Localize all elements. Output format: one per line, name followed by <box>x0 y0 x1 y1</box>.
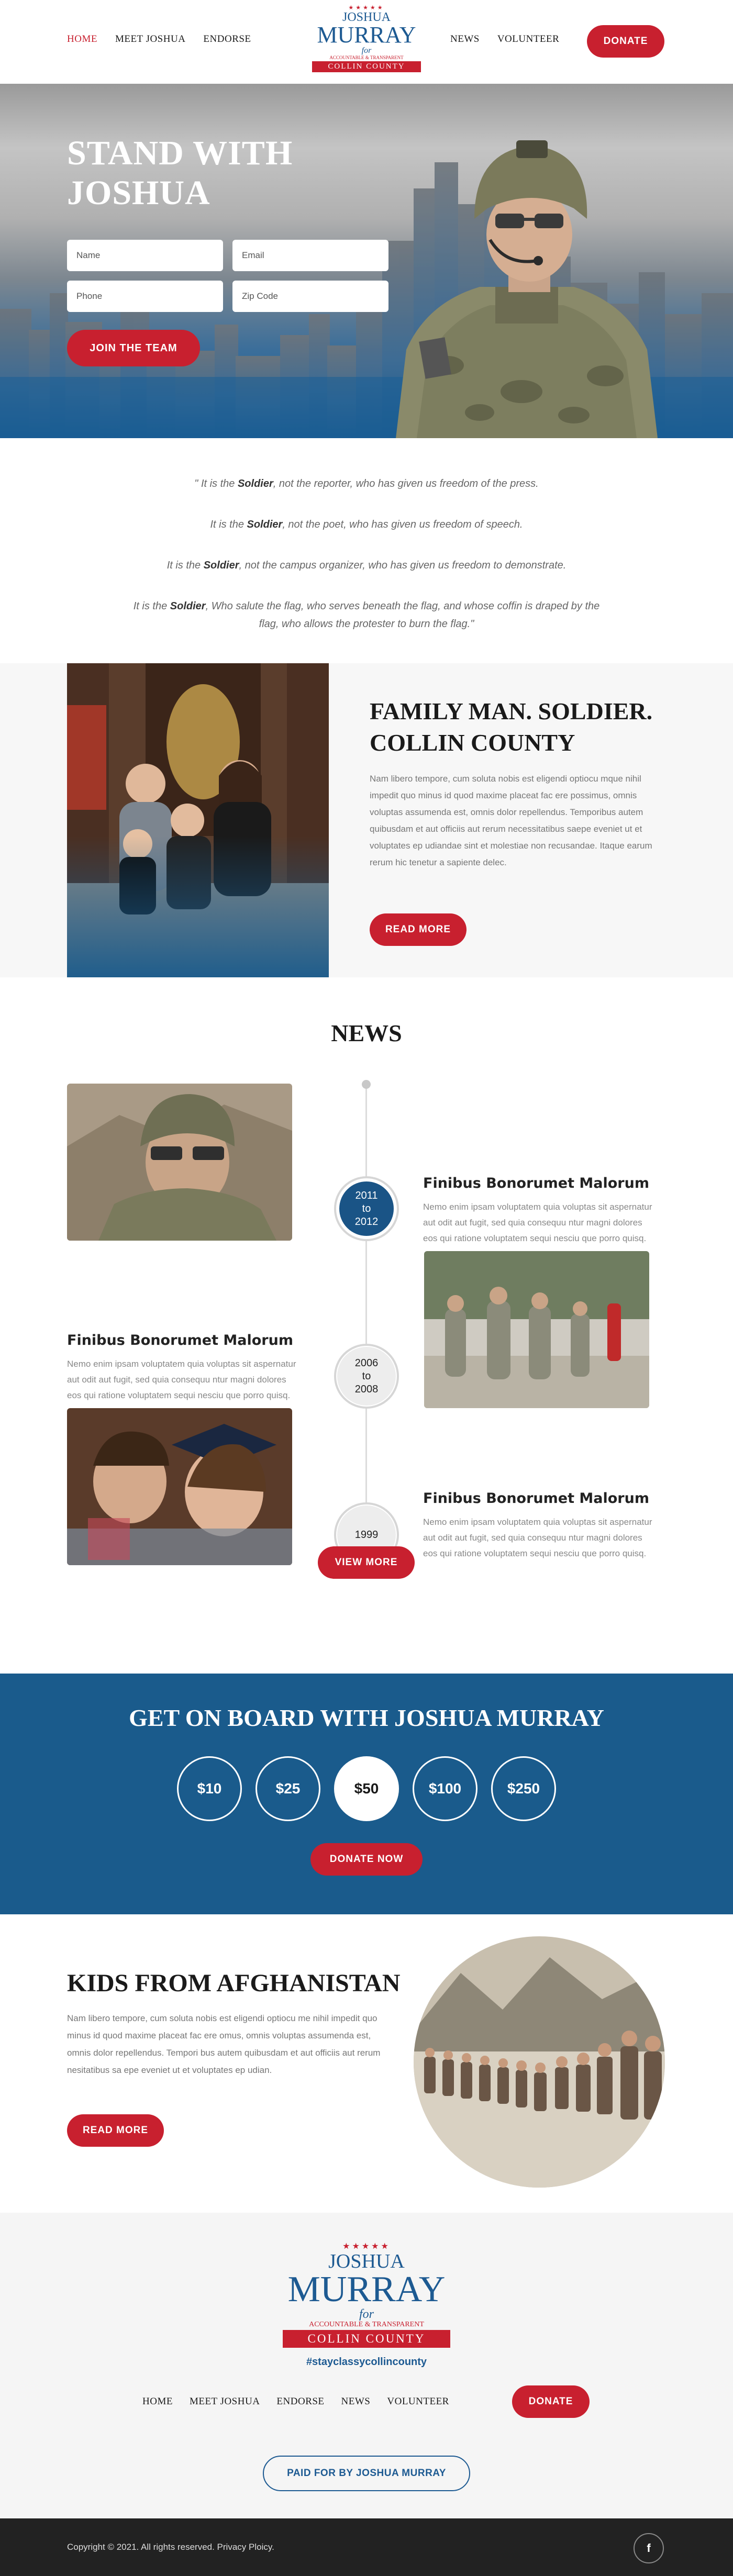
view-more-news-button[interactable]: VIEW MORE <box>318 1546 415 1579</box>
logo-stars: ★★★★★ <box>348 5 385 11</box>
footer-nav-endorse-link[interactable]: ENDORSE <box>276 2396 325 2407</box>
footer-nav <box>142 2396 449 2407</box>
footer-donate-button[interactable]: DONATE <box>512 2385 590 2418</box>
footer-logo-for: for <box>359 2307 374 2321</box>
news-item-3-text: Nemo enim ipsam voluptatem quia voluptas sit aspernatur aut odit aut fugit, sed quia consequu ntur magni dolores eos qui ratione voluptatem sequi nesciu que porro quisq. <box>423 1517 652 1558</box>
footer-logo-last-name: MURRAY <box>287 2269 446 2310</box>
footer-logo-stars: ★★★★★ <box>342 2242 391 2251</box>
kids-description: Nam libero tempore, cum soluta nobis est eligendi optiocu me nihil impedit quo minus id quod maxime placeat fac ere omus, omnis voluptas assumenda est, omnis dolor repellendus. Tempori bus autem quibusdam et aut officiis aut rerum nesitatibus sa epe eveniet ut et voluptates ep udian. <box>67 2013 381 2075</box>
family-description: Nam libero tempore, cum soluta nobis est eligendi optiocu mque nihil impedit quo minus id quod maxime placeat fac ere possimus, omnis voluptas assumenda est, omnis dolor repellendus. Temporibus autem quibusdam et aut officiis aut rerum necessitatibus saepe eveniet ut et voluptates ep udiandae sint et molestiae non recusandae. Itaque earum rerum hic tenetur a sapiente delec. <box>370 774 652 867</box>
footer-nav-news-link[interactable]: NEWS <box>341 2396 371 2407</box>
news-item-2-heading[interactable]: Finibus Bonorumet Malorum <box>67 1332 293 1348</box>
footer-logo-tagline: ACCOUNTABLE & TRANSPARENT <box>309 2321 424 2328</box>
news-section <box>0 977 733 1674</box>
paid-for-by-badge: PAID FOR BY JOSHUA MURRAY <box>263 2456 470 2491</box>
kids-title: KIDS FROM AFGHANISTAN <box>67 1969 401 1997</box>
quote-line-4: It is the Soldier, Who salute the flag, who serves beneath the flag, and whose coffin is draped by the flag, who allows the protester to burn the flag." <box>133 600 600 630</box>
phone-input[interactable] <box>67 281 223 312</box>
amount-25-button[interactable]: $25 <box>256 1756 320 1821</box>
news-item-2-text: Nemo enim ipsam voluptatem quia voluptas sit aspernatur aut odit aut fugit, sed quia consequu ntur magni dolores eos qui ratione voluptatem sequi nesciu que porro quisq. <box>67 1359 296 1400</box>
nav-home-link[interactable]: HOME <box>67 34 97 44</box>
hashtag-link[interactable]: #stayclassycollincounty <box>306 2356 427 2368</box>
timeline-line <box>365 1084 367 1533</box>
news-image-soldier <box>67 1084 292 1241</box>
kids-group-image <box>414 1936 665 2188</box>
amount-100-button[interactable]: $100 <box>413 1756 477 1821</box>
footer-logo[interactable] <box>277 2241 456 2348</box>
kids-section <box>0 1914 733 2213</box>
footer-nav-volunteer-link[interactable]: VOLUNTEER <box>387 2396 449 2407</box>
family-title: FAMILY MAN. SOLDIER. COLLIN COUNTY <box>370 698 653 756</box>
news-image-graduation <box>67 1408 292 1565</box>
timeline-start-dot <box>362 1080 371 1089</box>
footer-nav-home-link[interactable]: HOME <box>142 2396 173 2407</box>
footer-logo-first-name: JOSHUA <box>328 2250 405 2272</box>
family-read-more-button[interactable]: READ MORE <box>370 913 467 946</box>
facebook-icon[interactable]: f <box>634 2533 664 2563</box>
family-section <box>0 663 733 977</box>
logo-last-name: MURRAY <box>317 22 416 48</box>
news-image-soldiers-walking <box>424 1251 649 1408</box>
hero-title <box>67 133 293 213</box>
family-photo-image <box>67 663 329 977</box>
copyright-text[interactable]: Copyright © 2021. All rights reserved. Privacy Ploicy. <box>67 2542 274 2552</box>
donate-band-section <box>0 1674 733 1914</box>
primary-nav-right <box>450 34 559 45</box>
logo-for: for <box>361 46 372 55</box>
nav-endorse-link[interactable]: ENDORSE <box>203 34 251 44</box>
timeline-year-2006-2008[interactable]: 2006 to 2008 <box>334 1344 399 1409</box>
news-item-1-heading[interactable]: Finibus Bonorumet Malorum <box>423 1175 649 1191</box>
soldier-portrait-image <box>385 130 668 438</box>
site-footer <box>0 2213 733 2518</box>
donate-band-title: GET ON BOARD WITH JOSHUA MURRAY <box>129 1704 604 1731</box>
logo-first-name: JOSHUA <box>342 10 391 24</box>
site-header <box>0 0 733 84</box>
hero-title-line1: STAND WITH <box>67 134 293 172</box>
hero-section <box>0 84 733 438</box>
primary-nav-left <box>67 34 251 45</box>
footer-logo-county-banner: COLLIN COUNTY <box>283 2330 450 2348</box>
header-donate-button[interactable]: DONATE <box>587 25 664 58</box>
footer-nav-meet-joshua-link[interactable]: MEET JOSHUA <box>189 2396 260 2407</box>
email-input[interactable] <box>232 240 388 271</box>
news-item-1-text: Nemo enim ipsam voluptatem quia voluptas sit aspernatur aut odit aut fugit, sed quia consequu ntur magni dolores eos qui ratione voluptatem sequi nesciu que porro quisq. <box>423 1202 652 1243</box>
hero-title-line2: JOSHUA <box>67 174 210 212</box>
zip-code-input[interactable] <box>232 281 388 312</box>
join-the-team-button[interactable]: JOIN THE TEAM <box>67 330 200 366</box>
signup-form <box>67 240 388 312</box>
logo-county-banner: COLLIN COUNTY <box>312 61 421 72</box>
news-title: NEWS <box>331 1020 402 1046</box>
logo-tagline: ACCOUNTABLE & TRANSPARENT <box>329 55 404 60</box>
nav-meet-joshua-link[interactable]: MEET JOSHUA <box>115 34 186 44</box>
timeline-year-2011-2012[interactable]: 2011 to 2012 <box>334 1176 399 1241</box>
kids-read-more-button[interactable]: READ MORE <box>67 2114 164 2147</box>
amount-250-button[interactable]: $250 <box>491 1756 556 1821</box>
donation-amounts <box>0 1756 733 1821</box>
quote-line-3: It is the Soldier, not the campus organizer, who has given us freedom to demonstrate. <box>166 560 567 571</box>
soldier-quote-section <box>0 438 733 663</box>
timeline-year-1999[interactable]: 1999 <box>334 1502 399 1567</box>
amount-10-button[interactable]: $10 <box>177 1756 242 1821</box>
site-logo[interactable] <box>309 4 424 72</box>
nav-news-link[interactable]: NEWS <box>450 34 480 44</box>
amount-50-button[interactable]: $50 <box>334 1756 399 1821</box>
donate-now-button[interactable]: DONATE NOW <box>310 1843 423 1876</box>
quote-line-1: " It is the Soldier, not the reporter, who has given us freedom of the press. <box>194 478 539 489</box>
quote-line-2: It is the Soldier, not the poet, who has given us freedom of speech. <box>210 519 523 530</box>
name-input[interactable] <box>67 240 223 271</box>
news-item-3-heading[interactable]: Finibus Bonorumet Malorum <box>423 1490 649 1507</box>
nav-volunteer-link[interactable]: VOLUNTEER <box>497 34 560 44</box>
copyright-bar <box>0 2518 733 2576</box>
